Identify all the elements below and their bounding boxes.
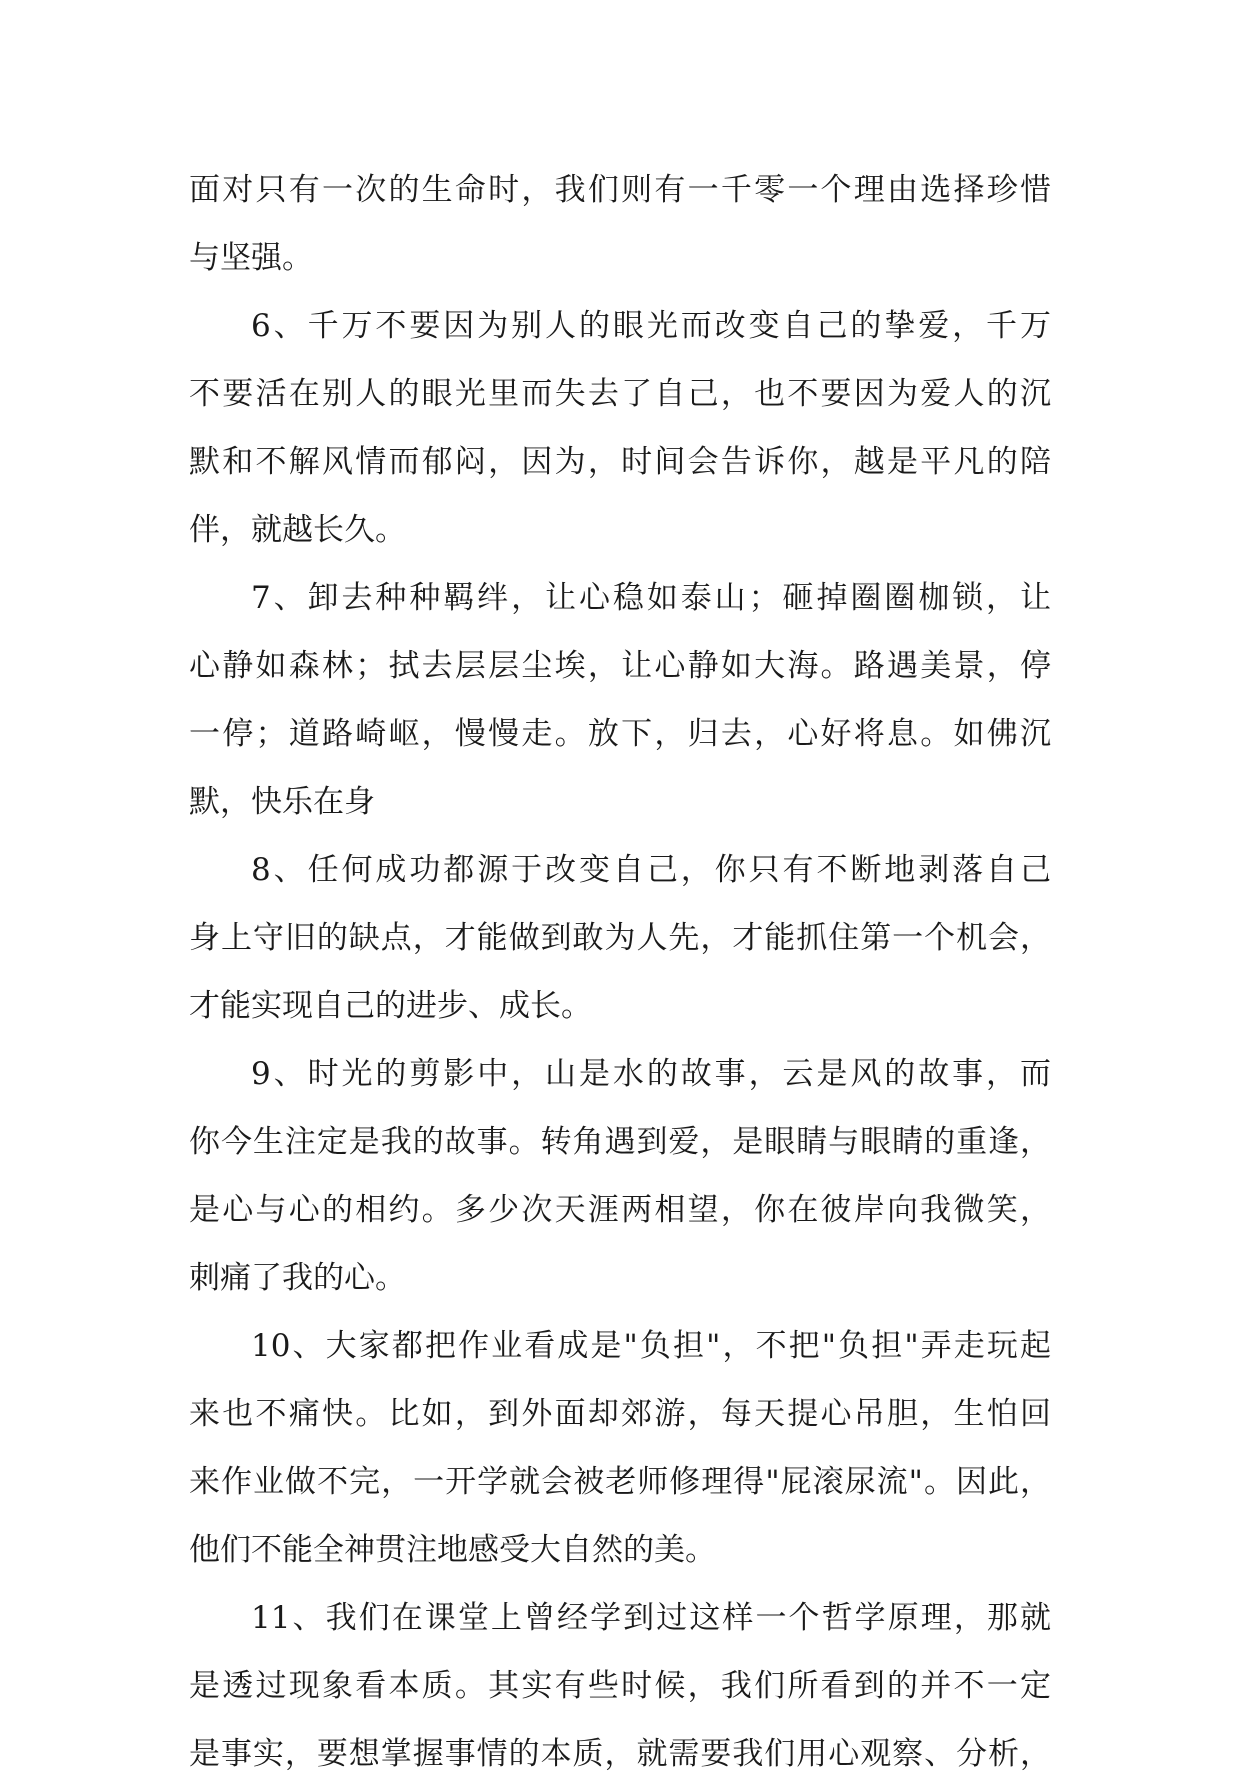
text-line: 与坚强。 <box>189 240 313 276</box>
paragraph-8 <box>189 836 1051 1040</box>
text-line: 身上守旧的缺点，才能做到敢为人先，才能抓住第一个机会， <box>189 920 1051 956</box>
text-line: 是透过现象看本质。其实有些时候，我们所看到的并不一定 <box>189 1668 1051 1704</box>
paragraph-9 <box>189 1040 1051 1312</box>
text-line: 面对只有一次的生命时，我们则有一千零一个理由选择珍惜 <box>189 172 1051 208</box>
text-line: 他们不能全神贯注地感受大自然的美。 <box>189 1532 716 1568</box>
text-line: 7、卸去种种羁绊，让心稳如泰山；砸掉圈圈枷锁，让 <box>251 580 1051 616</box>
text-line: 10、大家都把作业看成是"负担"，不把"负担"弄走玩起 <box>251 1328 1051 1364</box>
text-line: 是事实，要想掌握事情的本质，就需要我们用心观察、分析， <box>189 1736 1051 1772</box>
text-line: 来作业做不完，一开学就会被老师修理得"屁滚尿流"。因此， <box>189 1464 1051 1500</box>
text-line: 默，快乐在身 <box>189 784 375 820</box>
text-line: 不要活在别人的眼光里而失去了自己，也不要因为爱人的沉 <box>189 376 1051 412</box>
text-line: 心静如森林；拭去层层尘埃，让心静如大海。路遇美景，停 <box>189 648 1051 684</box>
text-line: 是心与心的相约。多少次天涯两相望，你在彼岸向我微笑， <box>189 1192 1051 1228</box>
paragraph-11 <box>189 1584 1051 1788</box>
text-line: 伴，就越长久。 <box>189 512 406 548</box>
text-line: 刺痛了我的心。 <box>189 1260 406 1296</box>
text-line: 9、时光的剪影中，山是水的故事，云是风的故事，而 <box>251 1056 1051 1092</box>
paragraph-continued <box>189 156 1051 292</box>
text-line: 默和不解风情而郁闷，因为，时间会告诉你，越是平凡的陪 <box>189 444 1051 480</box>
text-line: 你今生注定是我的故事。转角遇到爱，是眼睛与眼睛的重逢， <box>189 1124 1051 1160</box>
text-line: 一停；道路崎岖，慢慢走。放下，归去，心好将息。如佛沉 <box>189 716 1051 752</box>
text-line: 11、我们在课堂上曾经学到过这样一个哲学原理，那就 <box>251 1600 1051 1636</box>
paragraph-10 <box>189 1312 1051 1584</box>
paragraph-6 <box>189 292 1051 564</box>
paragraph-7 <box>189 564 1051 836</box>
document-body <box>189 156 1051 1788</box>
text-line: 才能实现自己的进步、成长。 <box>189 988 592 1024</box>
text-line: 8、任何成功都源于改变自己，你只有不断地剥落自己 <box>251 852 1051 888</box>
text-line: 来也不痛快。比如，到外面却郊游，每天提心吊胆，生怕回 <box>189 1396 1051 1432</box>
text-line: 6、千万不要因为别人的眼光而改变自己的挚爱，千万 <box>251 308 1051 344</box>
